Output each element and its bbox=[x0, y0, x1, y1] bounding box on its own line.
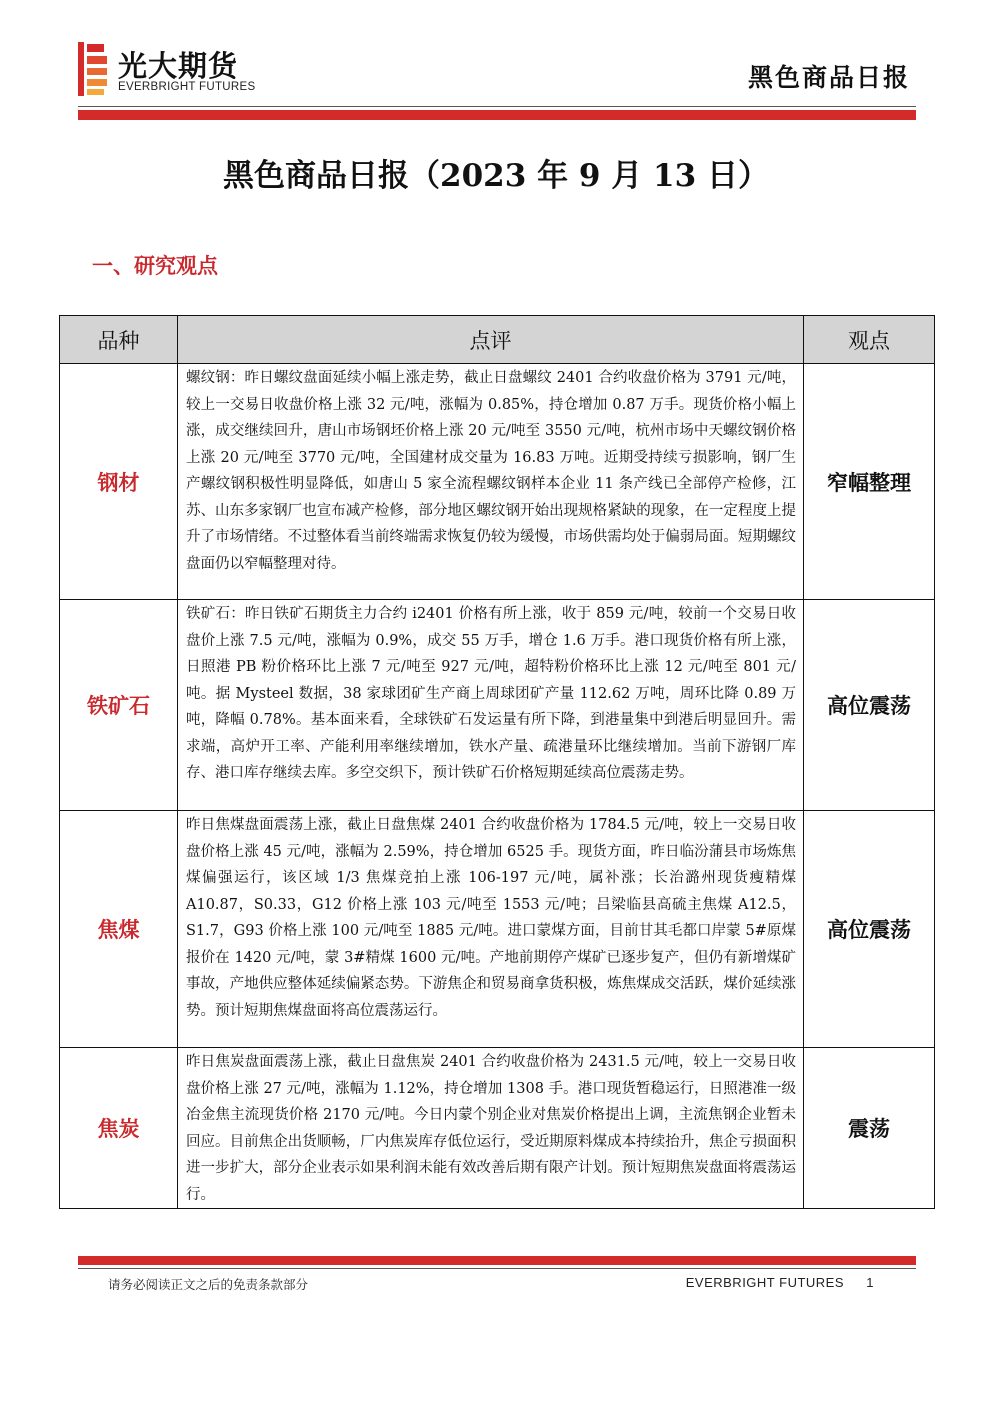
table-row bbox=[60, 600, 935, 811]
footer-divider bbox=[78, 1256, 916, 1265]
section-heading: 一、研究观点 bbox=[92, 253, 218, 278]
column-header-category: 品种 bbox=[60, 316, 178, 364]
footer-disclaimer: 请务必阅读正文之后的免责条款部分 bbox=[108, 1277, 309, 1292]
row-view: 高位震荡 bbox=[804, 600, 935, 811]
row-view: 高位震荡 bbox=[804, 811, 935, 1048]
footer-brand-page bbox=[686, 1275, 874, 1290]
document-title: 黑色商品日报（2023 年 9 月 13 日） bbox=[223, 158, 769, 194]
row-category: 钢材 bbox=[60, 364, 178, 600]
logo-text-cn: 光大期货 bbox=[118, 49, 239, 83]
column-header-view: 观点 bbox=[804, 316, 935, 364]
table-row bbox=[60, 364, 935, 600]
row-category: 焦炭 bbox=[60, 1048, 178, 1209]
header-divider-thin bbox=[78, 106, 916, 107]
footer-brand: EVERBRIGHT FUTURES bbox=[685, 1275, 845, 1290]
table-header-row bbox=[60, 316, 935, 364]
research-view-table bbox=[59, 315, 935, 1209]
logo-text-en: EVERBRIGHT FUTURES bbox=[118, 81, 256, 93]
row-comment: 昨日焦炭盘面震荡上涨，截止日盘焦炭 2401 合约收盘价格为 2431.5 元/吨，较上一交易日收盘价格上涨 27 元/吨，涨幅为 1.12%，持仓增加 1308 手。港口现货暂稳运行，日照港准一级冶金焦主流现货价格 2170 元/吨。今日内蒙个别企业对焦炭价格提出上调，主流焦钢企业暂未回应。目前焦企出货顺畅，厂内焦炭库存低位运行，受近期原料煤成本持续抬升，焦企亏损面积进一步扩大，部分企业表示如果利润未能有效改善后期有限产计划。预计短期焦炭盘面将震荡运行。 bbox=[178, 1048, 804, 1209]
company-logo bbox=[78, 42, 288, 98]
row-category: 铁矿石 bbox=[60, 600, 178, 811]
table-row bbox=[60, 1048, 935, 1209]
row-comment: 螺纹钢：昨日螺纹盘面延续小幅上涨走势，截止日盘螺纹 2401 合约收盘价格为 3791 元/吨，较上一交易日收盘价格上涨 32 元/吨，涨幅为 0.85%，持仓增加 0.87 万手。现货价格小幅上涨，成交继续回升，唐山市场钢坯价格上涨 20 元/吨至 3550 元/吨，杭州市场中天螺纹钢价格上涨 20 元/吨至 3770 元/吨，全国建材成交量为 16.83 万吨。近期受持续亏损影响，钢厂生产螺纹钢积极性明显降低，如唐山 5 家全流程螺纹钢样本企业 11 条产线已全部停产检修，江苏、山东多家钢厂也宣布减产检修，部分地区螺纹钢开始出现规格紧缺的现象，在一定程度上提升了市场情绪。不过整体看当前终端需求恢复仍较为缓慢，市场供需均处于偏弱局面。短期螺纹盘面仍以窄幅整理对待。 bbox=[178, 364, 804, 600]
everbright-logo-icon bbox=[78, 42, 108, 96]
row-category: 焦煤 bbox=[60, 811, 178, 1048]
header-divider bbox=[78, 110, 916, 120]
page-number: 1 bbox=[866, 1275, 874, 1290]
header-title: 黑色商品日报 bbox=[747, 63, 910, 92]
row-comment: 昨日焦煤盘面震荡上涨，截止日盘焦煤 2401 合约收盘价格为 1784.5 元/吨，较上一交易日收盘价格上涨 45 元/吨，涨幅为 2.59%，持仓增加 6525 手。现货方面，昨日临汾蒲县市场炼焦煤偏强运行，该区域 1/3 焦煤竞拍上涨 106-197 元/吨，属补涨；长治潞州现货瘦精煤 A10.87，S0.33，G12 价格上涨 103 元/吨至 1553 元/吨；吕梁临县高硫主焦煤 A12.5，S1.7，G93 价格上涨 100 元/吨至 1885 元/吨。进口蒙煤方面，目前甘其毛都口岸蒙 5#原煤报价在 1420 元/吨，蒙 3#精煤 1600 元/吨。产地前期停产煤矿已逐步复产，但仍有新增煤矿事故，产地供应整体延续偏紧态势。下游焦企和贸易商拿货积极，炼焦煤成交活跃，煤价延续涨势。预计短期焦煤盘面将高位震荡运行。 bbox=[178, 811, 804, 1048]
footer-divider-thin bbox=[78, 1268, 916, 1269]
row-comment: 铁矿石：昨日铁矿石期货主力合约 i2401 价格有所上涨，收于 859 元/吨，较前一个交易日收盘价上涨 7.5 元/吨，涨幅为 0.9%，成交 55 万手，增仓 1.6 万手。港口现货价格有所上涨，日照港 PB 粉价格环比上涨 7 元/吨至 927 元/吨，超特粉价格环比上涨 12 元/吨至 801 元/吨。据 Mysteel 数据，38 家球团矿生产商上周球团矿产量 112.62 万吨，周环比降 0.89 万吨，降幅 0.78%。基本面来看，全球铁矿石发运量有所下降，到港量集中到港后明显回升。需求端，高炉开工率、产能利用率继续增加，铁水产量、疏港量环比继续增加。当前下游钢厂库存、港口库存继续去库。多空交织下，预计铁矿石价格短期延续高位震荡走势。 bbox=[178, 600, 804, 811]
column-header-comment: 点评 bbox=[178, 316, 804, 364]
table-row bbox=[60, 811, 935, 1048]
row-view: 窄幅整理 bbox=[804, 364, 935, 600]
row-view: 震荡 bbox=[804, 1048, 935, 1209]
